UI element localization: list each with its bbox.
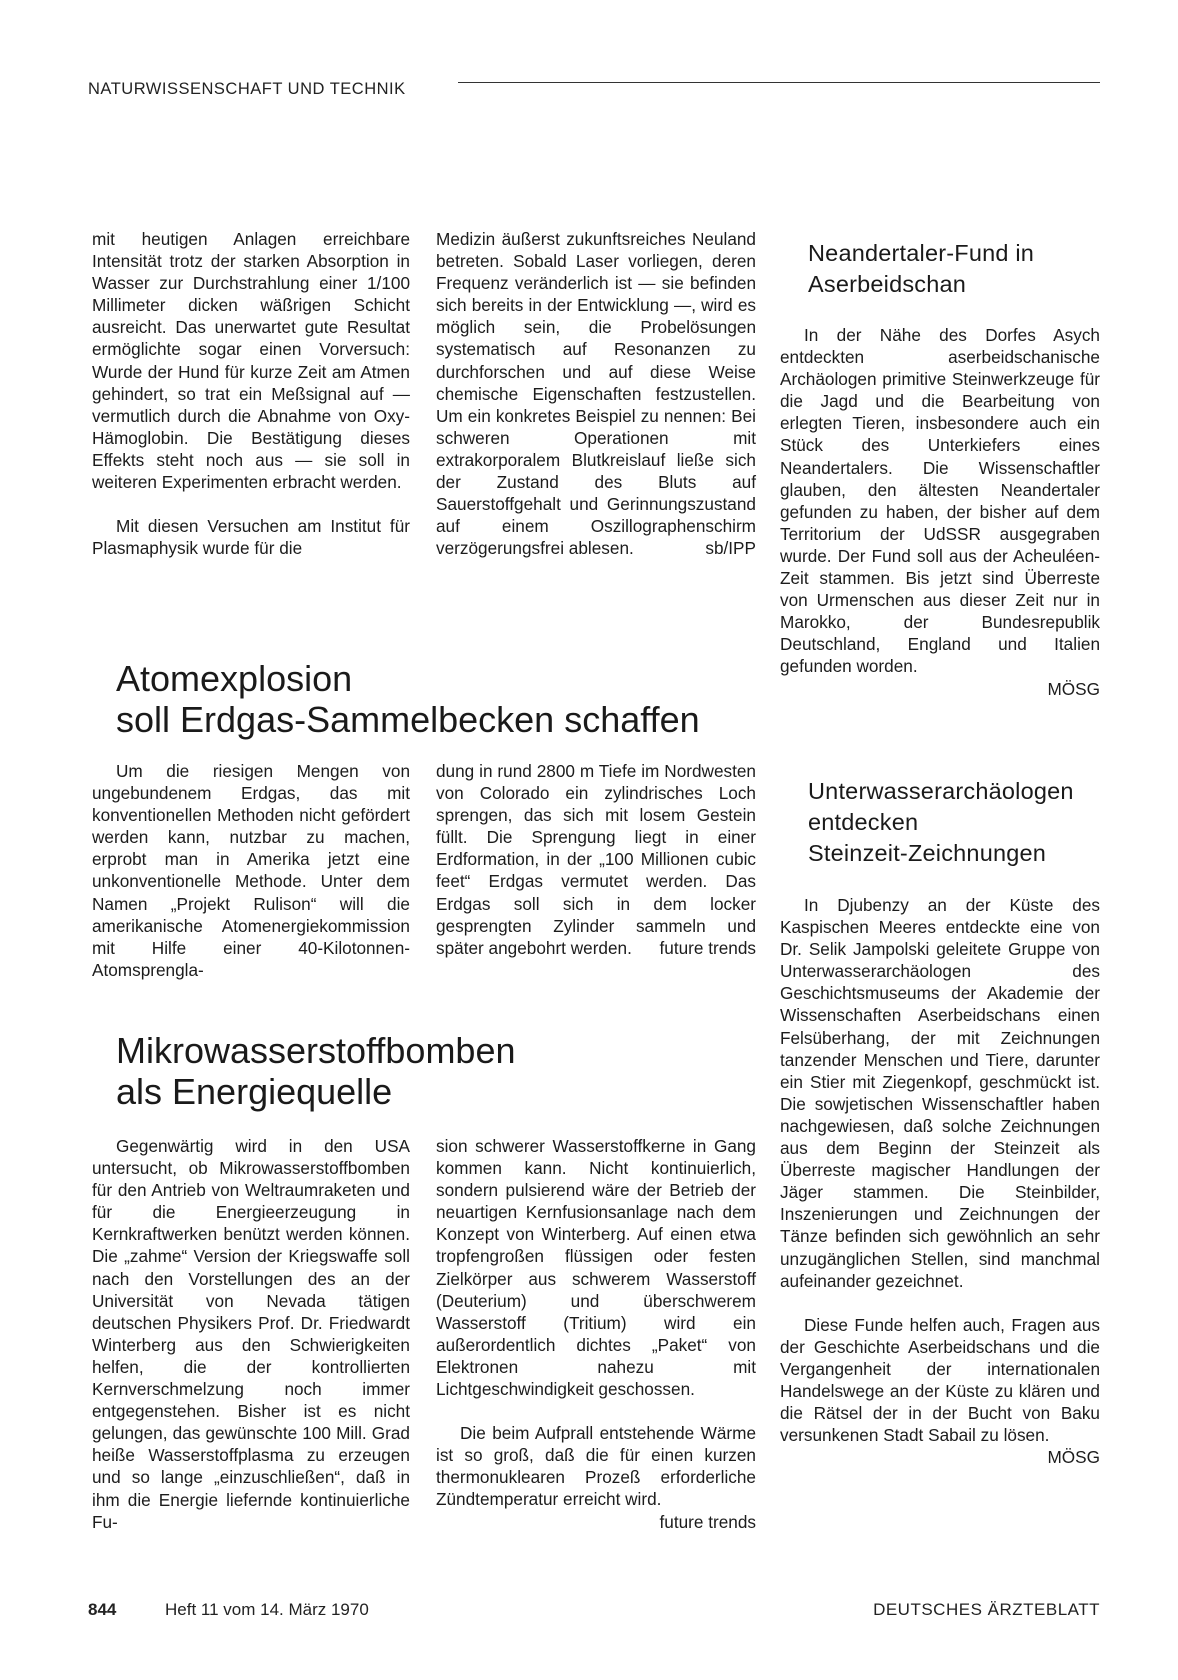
mikro-signature: future trends [659, 1511, 756, 1532]
erdgas-signature: future trends [659, 937, 756, 958]
mikro-headline-line-2: als Energiequelle [116, 1071, 393, 1112]
mikro-column-2 [436, 1135, 756, 1533]
page-number: 844 [88, 1600, 117, 1619]
erdgas-headline [116, 658, 700, 740]
header-rule [458, 82, 1100, 83]
mikro-paragraph-2: sion schwerer Wasserstoffkerne in Gang kommen kann. Nicht kontinuierlich, sondern pulsierend wäre der Betrieb der neuartigen Kernfusionsanlage nach dem Konzept von Winterberg. Auf einen etwa tropfengroßen flüssigen oder festen Zielkörper aus schwerem Wasserstoff (Deuterium) und überschwerem Wasserstoff (Tritium) wird ein außerordentlich dichtes „Paket“ von Elektronen nahezu mit Lichtgeschwindigkeit geschossen. [436, 1136, 756, 1400]
erdgas-headline-line-1: Atomexplosion [116, 658, 353, 699]
neandertaler-headline-line-1: Neandertaler-Fund in [808, 240, 1035, 266]
erdgas-paragraph-2-text: dung in rund 2800 m Tiefe im Nordwesten von Colorado ein zylindrisches Loch sprengen, das sich mit losem Gestein füllt. Die Sprengung liegt in einer Erdformation, in der „100 Millionen cubic feet“ Erdgas vermutet werden. Das Erdgas soll sich in dem locker gesprengten Zylinder sammeln und später angebohrt werden. [436, 761, 756, 958]
erdgas-headline-line-2: soll Erdgas-Sammelbecken schaffen [116, 699, 700, 740]
plasma-paragraph-1: mit heutigen Anlagen erreichbare Intensität trotz der starken Absorption in Wasser zur Durchstrahlung einer 1/100 Millimeter dicken wäßrigen Schicht ausreicht. Das unerwartet gute Resultat ermöglichte sogar einen Vorversuch: Wurde der Hund für kurze Zeit am Atmen gehindert, so trat ein Meßsignal auf — vermutlich durch die Abnahme von Oxy-Hämoglobin. Die Bestätigung dieses Effekts steht noch aus — sie soll in weiteren Experimenten erbracht werden. [92, 229, 410, 493]
unterwasser-headline-line-1: Unterwasserarchäologen [808, 778, 1074, 804]
plasma-column-2 [436, 228, 756, 559]
unterwasser-headline-line-3: Steinzeit-Zeichnungen [808, 840, 1047, 866]
plasma-signature: sb/IPP [705, 538, 756, 559]
erdgas-paragraph-1: Um die riesigen Mengen von ungebundenem Erdgas, das mit konventionellen Methoden nicht gefördert werden kann, nutzbar zu machen, erprobt man in Amerika jetzt eine unkonventionelle Methode. Unter dem Namen „Projekt Rulison“ will die amerikanische Atomenergiekommission mit Hilfe einer 40-Kilotonnen-Atomsprengla- [92, 761, 410, 980]
unterwasser-paragraph-2: Diese Funde helfen auch, Fragen aus der Geschichte Aserbeidschans und die Vergangenheit der internationalen Handelswege an der Küste zu klären und die Rätsel der in der Bucht von Baku versunkenen Stadt Sabail zu lösen. [780, 1314, 1100, 1446]
mikro-headline [116, 1030, 516, 1112]
neandertaler-paragraph-1: In der Nähe des Dorfes Asych entdeckten aserbeidschanische Archäologen primitive Steinwerkzeuge für die Jagd und die Bearbeitung von erlegten Tieren, insbesondere auch ein Stück des Unterkiefers eines Neandertalers. Die Wissenschaftler glauben, den ältesten Neandertaler gefunden zu haben, der bisher auf dem Territorium der UdSSR ausgegraben wurde. Der Fund soll aus der Acheuléen-Zeit stammen. Bis jetzt sind Überreste von Urmenschen aus dieser Zeit nur in Marokko, der Bundesrepublik Deutschland, England und Italien gefunden worden. [780, 325, 1100, 677]
unterwasser-headline [808, 776, 1074, 869]
erdgas-paragraph-2 [436, 760, 756, 959]
mikro-paragraph-3 [436, 1422, 756, 1532]
issue-info: Heft 11 vom 14. März 1970 [165, 1600, 369, 1619]
mikro-paragraph-1: Gegenwärtig wird in den USA untersucht, ob Mikrowasserstoffbomben für den Antrieb von Weltraumraketen und für die Energieerzeugung in Kernkraftwerken benützt werden können. Die „zahme“ Version der Kriegswaffe soll nach den Vorstellungen des an der Universität von Nevada tätigen deutschen Physikers Prof. Dr. Friedwardt Winterberg aus den Schwierigkeiten helfen, die der kontrollierten Kernverschmelzung noch immer entgegenstehen. Bisher ist es nicht gelungen, das gewünschte 100 Mill. Grad heiße Wasserstoffplasma zu erzeugen und so lange „einzuschließen“, daß in ihm die Energie liefernde kontinuierliche Fu- [92, 1136, 410, 1532]
plasma-paragraph-3 [436, 228, 756, 559]
unterwasser-signature: MÖSG [1047, 1447, 1100, 1468]
section-header: NATURWISSENSCHAFT UND TECHNIK [88, 80, 406, 98]
unterwasser-paragraph-1: In Djubenzy an der Küste des Kaspischen Meeres entdeckte eine von Dr. Selik Jampolski geleitete Gruppe von Unterwasserarchäologen des Geschichtsmuseums der Akademie der Wissenschaften Aserbeidschans einen Felsüberhang, der mit Zeichnungen tanzender Menschen und Tiere, darunter ein Stier mit Ziegenkopf, geschmückt ist. Die sowjetischen Wissenschaftler haben nachgewiesen, daß solche Zeichnungen aus dem Beginn der Steinzeit als Überreste magischer Handlungen der Jäger stammen. Die Steinbilder, Inszenierungen und Zeichnungen der Tänze befinden sich gewöhnlich an sehr unzugänglichen Stellen, sind manchmal aufeinander gezeichnet. [780, 895, 1100, 1291]
neandertaler-headline [808, 238, 1034, 300]
plasma-paragraph-3-text: Medizin äußerst zukunftsreiches Neuland betreten. Sobald Laser vorliegen, deren Frequenz veränderlich ist — sie befinden sich bereits in der Entwicklung —, wird es möglich sein, die Probelösungen systematisch auf Resonanzen zu durchforschen und auf diese Weise chemische Eigenschaften festzustellen. Um ein konkretes Beispiel zu nennen: Bei schweren Operationen mit extrakorporalem Blutkreislauf ließe sich der Zustand des Bluts auf Sauerstoffgehalt und Gerinnungszustand auf einem Oszillographenschirm verzögerungsfrei ablesen. [436, 229, 756, 559]
neandertaler-body [780, 324, 1100, 700]
mikro-column-1 [92, 1135, 410, 1533]
erdgas-column-1 [92, 760, 410, 981]
unterwasser-body [780, 894, 1100, 1468]
journal-name: DEUTSCHES ÄRZTEBLATT [873, 1600, 1100, 1619]
unterwasser-headline-line-2: entdecken [808, 809, 919, 835]
neandertaler-signature: MÖSG [1047, 678, 1100, 699]
mikro-paragraph-3-text: Die beim Aufprall entstehende Wärme ist so groß, daß die für einen kurzen thermonuklearen Prozeß erforderliche Zündtemperatur erreicht wird. [436, 1423, 756, 1510]
mikro-headline-line-1: Mikrowasserstoffbomben [116, 1030, 516, 1071]
plasma-column-1 [92, 228, 410, 559]
erdgas-column-2 [436, 760, 756, 959]
plasma-paragraph-2: Mit diesen Versuchen am Institut für Plasmaphysik wurde für die [92, 516, 410, 559]
neandertaler-headline-line-2: Aserbeidschan [808, 271, 967, 297]
